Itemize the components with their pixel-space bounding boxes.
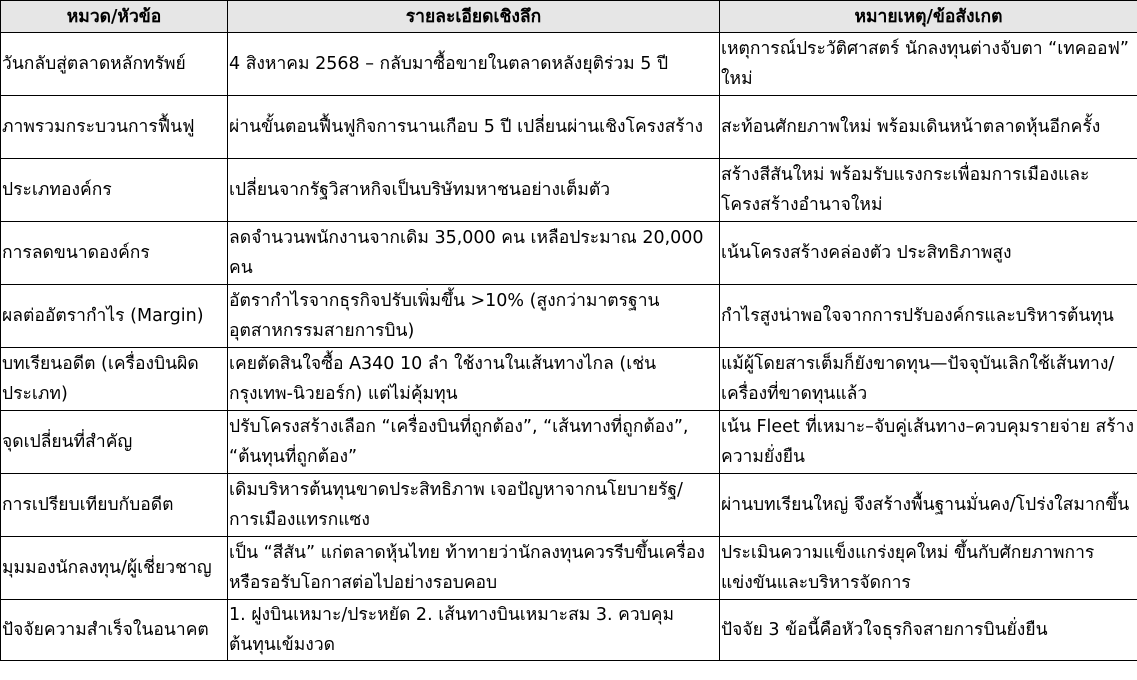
table-row	[1, 537, 1137, 600]
table-row	[1, 33, 1137, 96]
notes-cell: สะท้อนศักยภาพใหม่ พร้อมเดินหน้าตลาดหุ้นอีกครั้ง	[720, 96, 1137, 159]
notes-cell: ผ่านบทเรียนใหญ่ จึงสร้างพื้นฐานมั่นคง/โปร่งใสมากขึ้น	[720, 474, 1137, 537]
notes-cell: แม้ผู้โดยสารเต็มก็ยังขาดทุน—ปัจจุบันเลิกใช้เส้นทาง/เครื่องที่ขาดทุนแล้ว	[720, 348, 1137, 411]
table-row	[1, 600, 1137, 661]
details-cell: เคยตัดสินใจซื้อ A340 10 ลำ ใช้งานในเส้นทางไกล (เช่น กรุงเทพ-นิวยอร์ก) แต่ไม่คุ้มทุน	[228, 348, 720, 411]
notes-cell: เน้น Fleet ที่เหมาะ–จับคู่เส้นทาง–ควบคุมรายจ่าย สร้างความยั่งยืน	[720, 411, 1137, 474]
details-cell: 4 สิงหาคม 2568 – กลับมาซื้อขายในตลาดหลังยุติร่วม 5 ปี	[228, 33, 720, 96]
table-row	[1, 222, 1137, 285]
topic-cell: ภาพรวมกระบวนการฟื้นฟู	[1, 96, 228, 159]
details-cell: เป็น “สีสัน” แก่ตลาดหุ้นไทย ท้าทายว่านักลงทุนควรรีบขึ้นเครื่อง หรือรอรับโอกาสต่อไปอย่างรอบคอบ	[228, 537, 720, 600]
notes-cell: กำไรสูงน่าพอใจจากการปรับองค์กรและบริหารต้นทุน	[720, 285, 1137, 348]
topic-cell: การลดขนาดองค์กร	[1, 222, 228, 285]
topic-cell: ประเภทองค์กร	[1, 159, 228, 222]
details-cell: ผ่านขั้นตอนฟื้นฟูกิจการนานเกือบ 5 ปี เปลี่ยนผ่านเชิงโครงสร้าง	[228, 96, 720, 159]
notes-cell: ปัจจัย 3 ข้อนี้คือหัวใจธุรกิจสายการบินยั่งยืน	[720, 600, 1137, 661]
details-cell: เดิมบริหารต้นทุนขาดประสิทธิภาพ เจอปัญหาจากนโยบายรัฐ/การเมืองแทรกแซง	[228, 474, 720, 537]
table-row	[1, 159, 1137, 222]
table-row	[1, 96, 1137, 159]
notes-cell: สร้างสีสันใหม่ พร้อมรับแรงกระเพื่อมการเมืองและโครงสร้างอำนาจใหม่	[720, 159, 1137, 222]
details-cell: เปลี่ยนจากรัฐวิสาหกิจเป็นบริษัทมหาชนอย่างเต็มตัว	[228, 159, 720, 222]
table-row	[1, 411, 1137, 474]
notes-cell: เหตุการณ์ประวัติศาสตร์ นักลงทุนต่างจับตา “เทคออฟ” ใหม่	[720, 33, 1137, 96]
header-row	[1, 1, 1137, 33]
details-cell: 1. ฝูงบินเหมาะ/ประหยัด 2. เส้นทางบินเหมาะสม 3. ควบคุมต้นทุนเข้มงวด	[228, 600, 720, 661]
topic-cell: บทเรียนอดีต (เครื่องบินผิดประเภท)	[1, 348, 228, 411]
details-cell: ปรับโครงสร้างเลือก “เครื่องบินที่ถูกต้อง”, “เส้นทางที่ถูกต้อง”, “ต้นทุนที่ถูกต้อง”	[228, 411, 720, 474]
details-cell: ลดจำนวนพนักงานจากเดิม 35,000 คน เหลือประมาณ 20,000 คน	[228, 222, 720, 285]
details-cell: อัตรากำไรจากธุรกิจปรับเพิ่มขึ้น >10% (สูงกว่ามาตรฐานอุตสาหกรรมสายการบิน)	[228, 285, 720, 348]
header-topic: หมวด/หัวข้อ	[1, 1, 228, 33]
notes-cell: เน้นโครงสร้างคล่องตัว ประสิทธิภาพสูง	[720, 222, 1137, 285]
topic-cell: จุดเปลี่ยนที่สำคัญ	[1, 411, 228, 474]
topic-cell: วันกลับสู่ตลาดหลักทรัพย์	[1, 33, 228, 96]
topic-cell: มุมมองนักลงทุน/ผู้เชี่ยวชาญ	[1, 537, 228, 600]
topic-cell: ปัจจัยความสำเร็จในอนาคต	[1, 600, 228, 661]
notes-cell: ประเมินความแข็งแกร่งยุคใหม่ ขึ้นกับศักยภาพการแข่งขันและบริหารจัดการ	[720, 537, 1137, 600]
header-details: รายละเอียดเชิงลึก	[228, 1, 720, 33]
table-row	[1, 348, 1137, 411]
topic-cell: ผลต่ออัตรากำไร (Margin)	[1, 285, 228, 348]
table-row	[1, 474, 1137, 537]
topic-cell: การเปรียบเทียบกับอดีต	[1, 474, 228, 537]
header-notes: หมายเหตุ/ข้อสังเกต	[720, 1, 1137, 33]
table-row	[1, 285, 1137, 348]
